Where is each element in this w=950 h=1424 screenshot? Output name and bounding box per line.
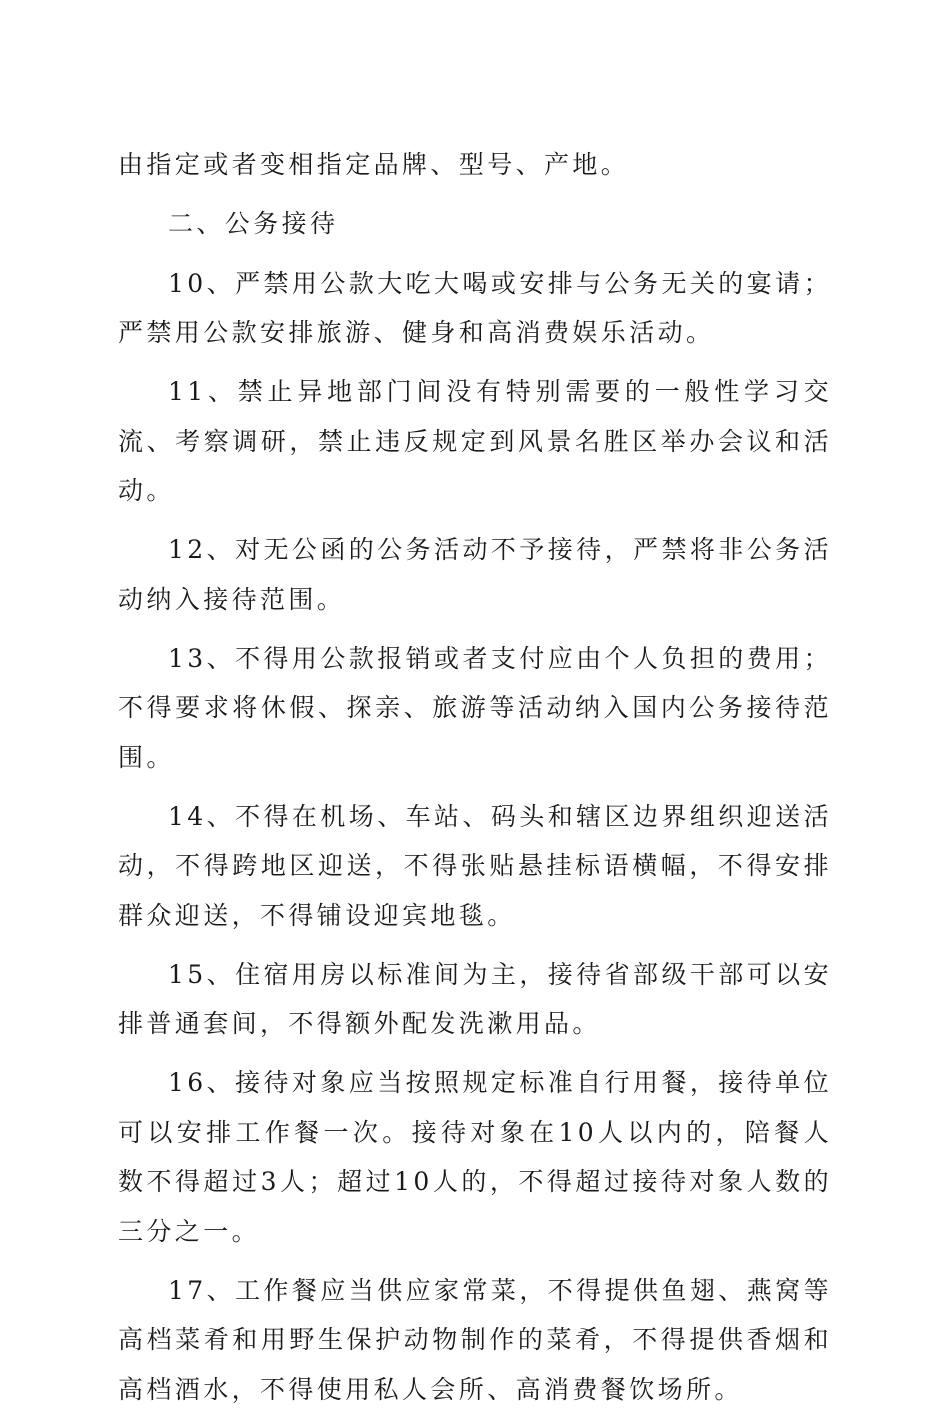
paragraph-item-15: 15、住宿用房以标准间为主，接待省部级干部可以安排普通套间，不得额外配发洗漱用品。	[118, 959, 832, 1038]
paragraph-item-10: 10、严禁用公款大吃大喝或安排与公务无关的宴请；严禁用公款安排旅游、健身和高消费娱乐活动。	[118, 268, 832, 347]
paragraph-item-13: 13、不得用公款报销或者支付应由个人负担的费用；不得要求将休假、探亲、旅游等活动纳入国内公务接待范围。	[118, 643, 832, 772]
paragraph-item-16: 16、接待对象应当按照规定标准自行用餐，接待单位可以安排工作餐一次。接待对象在10人以内的，陪餐人数不得超过3人；超过10人的，不得超过接待对象人数的三分之一。	[118, 1068, 832, 1246]
paragraph-item-11: 11、禁止异地部门间没有特别需要的一般性学习交流、考察调研，禁止违反规定到风景名胜区举办会议和活动。	[118, 377, 832, 505]
document-page	[118, 140, 832, 1424]
paragraph-item-14: 14、不得在机场、车站、码头和辖区边界组织迎送活动，不得跨地区迎送，不得张贴悬挂标语横幅，不得安排群众迎送，不得铺设迎宾地毯。	[118, 801, 832, 930]
section-heading: 二、公务接待	[168, 209, 339, 238]
paragraph-continued: 由指定或者变相指定品牌、型号、产地。	[118, 150, 630, 179]
paragraph-item-12: 12、对无公函的公务活动不予接待，严禁将非公务活动纳入接待范围。	[118, 535, 832, 614]
paragraph-item-17: 17、工作餐应当供应家常菜，不得提供鱼翅、燕窝等高档菜肴和用野生保护动物制作的菜肴，不得提供香烟和高档酒水，不得使用私人会所、高消费餐饮场所。	[118, 1275, 832, 1404]
